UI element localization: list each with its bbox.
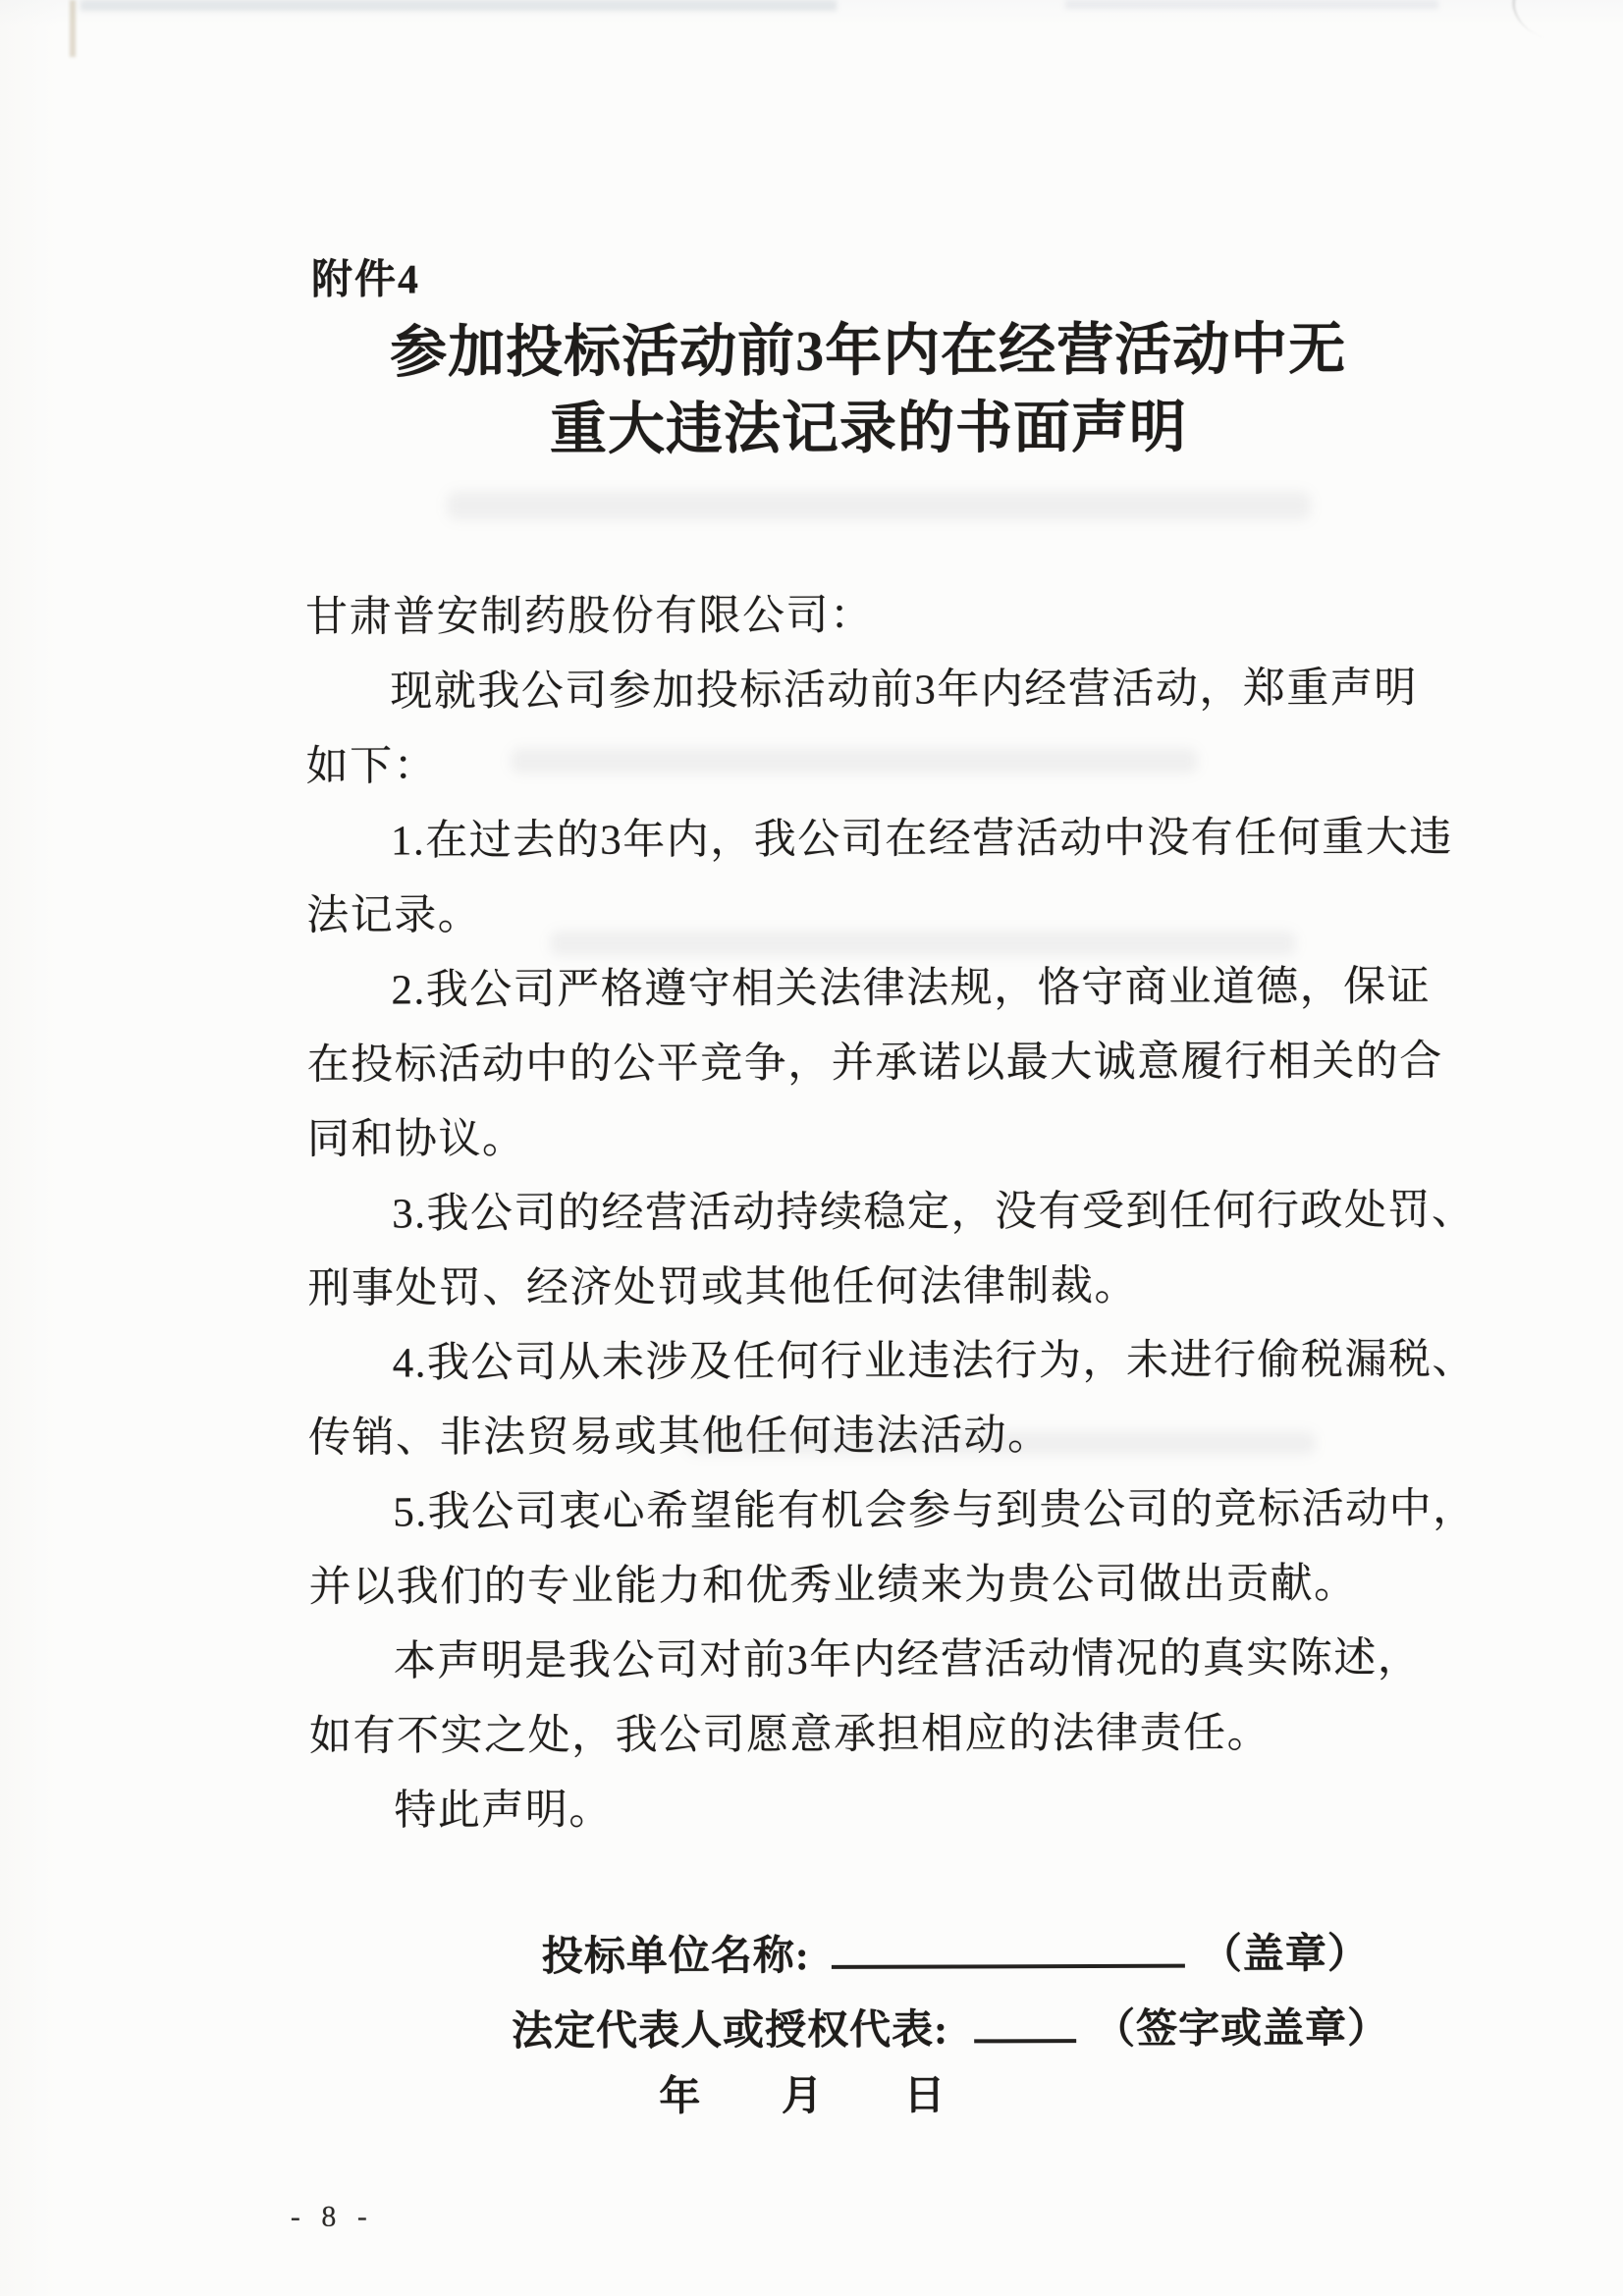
seal-stamp-note: （盖章） [1200, 1932, 1370, 1978]
document-title-line-1: 参加投标活动前3年内在经营活动中无 [390, 317, 1347, 385]
body-line: 如下： [305, 743, 438, 790]
body-line: 1.在过去的3年内，我公司在经营活动中没有任何重大违 [390, 814, 1453, 865]
attachment-label: 附件4 [310, 257, 421, 303]
body-line: 3.我公司的经营活动持续稳定，没有受到任何行政处罚、 [392, 1187, 1476, 1238]
body-line: 法记录。 [306, 892, 482, 939]
body-line: 4.我公司从未涉及任何行业违法行为，未进行偷税漏税、 [392, 1336, 1477, 1387]
body-line: 5.我公司衷心希望能有机会参与到贵公司的竞标活动中， [393, 1485, 1477, 1536]
body-line: 并以我们的专业能力和优秀业绩来为贵公司做出贡献。 [308, 1561, 1358, 1611]
body-line: 同和协议。 [306, 1116, 526, 1163]
date-month-placeholder: 月 [781, 2073, 823, 2120]
page-number: - 8 - [290, 2200, 374, 2233]
legal-rep-blank-line [974, 2000, 1076, 2043]
declaration-body [305, 577, 1477, 1849]
bidder-name-blank-line [832, 1925, 1185, 1969]
body-line: 现就我公司参加投标活动前3年内经营活动，郑重声明 [390, 665, 1418, 716]
date-day-placeholder: 日 [903, 2073, 946, 2119]
signature-row-representative [512, 1999, 1389, 2057]
date-year-placeholder: 年 [659, 2074, 701, 2120]
document-title-line-2: 重大违法记录的书面声明 [549, 395, 1188, 461]
document-title [299, 310, 1437, 469]
body-line: 在投标活动中的公平竞争，并承诺以最大诚意履行相关的合 [306, 1038, 1443, 1089]
body-line: 刑事处罚、经济处罚或其他任何法律制裁。 [307, 1262, 1139, 1312]
body-line: 本声明是我公司对前3年内经营活动情况的真实陈述， [393, 1634, 1422, 1685]
body-line: 如有不实之处，我公司愿意承担相应的法律责任。 [309, 1710, 1271, 1760]
bidder-name-label: 投标单位名称: [541, 1934, 810, 1980]
legal-rep-label: 法定代表人或授权代表: [512, 2007, 949, 2056]
sign-or-seal-note: （签字或盖章） [1094, 2005, 1390, 2054]
body-line: 2.我公司严格遵守相关法律法规，恪守商业道德，保证 [391, 963, 1432, 1014]
body-line: 传销、非法贸易或其他任何违法活动。 [307, 1413, 1052, 1462]
body-line: 特此声明。 [394, 1787, 613, 1835]
signature-date-row [659, 2069, 945, 2125]
signature-row-bidder [542, 1924, 1370, 1983]
salutation: 甘肃普安制药股份有限公司： [305, 592, 874, 641]
